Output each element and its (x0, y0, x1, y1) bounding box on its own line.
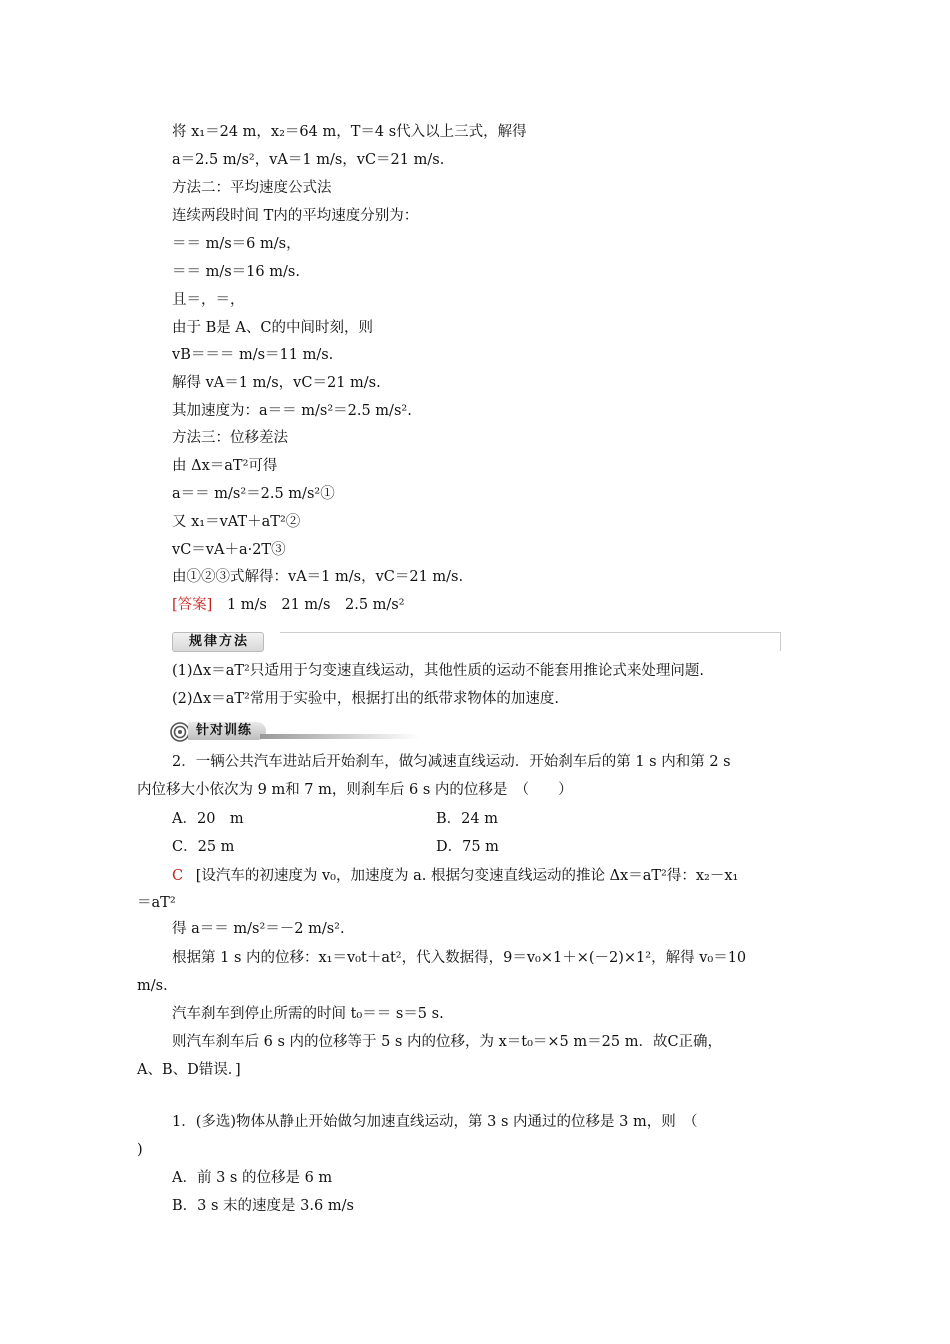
solution-line: m/s. (137, 978, 168, 994)
option-b: B．24 m (436, 811, 498, 827)
text-line: vC＝vA＋a·2T③ (172, 542, 286, 558)
answer-text: 1 m/s 21 m/s 2.5 m/s² (226, 597, 405, 613)
solution-line: 则汽车刹车后 6 s 内的位移等于 5 s 内的位移，为 x＝t₀＝×5 m＝25 m．故C正确， (172, 1034, 723, 1050)
text-line: 由 Δx＝aT²可得 (172, 458, 278, 474)
text-line: 解得 vA＝1 m/s，vC＝21 m/s. (172, 375, 381, 391)
text-line: a＝＝ m/s²＝2.5 m/s²① (172, 486, 335, 502)
solution-line: 汽车刹车到停止所需的时间 t₀＝＝ s＝5 s. (172, 1006, 444, 1022)
text-line: 其加速度为：a＝＝ m/s²＝2.5 m/s². (172, 403, 412, 419)
question-line: ) (137, 1142, 143, 1158)
text-line: 由①②③式解得：vA＝1 m/s，vC＝21 m/s. (172, 569, 464, 585)
practice-header (170, 722, 430, 742)
option-b: B．3 s 末的速度是 3.6 m/s (172, 1198, 354, 1214)
option-a: A．20 m (172, 811, 244, 827)
answer-line (172, 595, 405, 615)
text-line: 且＝，＝， (172, 292, 245, 308)
practice-header-bar (260, 734, 420, 739)
solution-text: [设汽车的初速度为 v₀，加速度为 a. 根据匀变速直线运动的推论 Δx＝aT²得：x₂－x₁ (195, 868, 739, 884)
rules-header-label: 规律方法 (172, 632, 264, 652)
solution-answer-letter: C (172, 868, 184, 884)
text-line: ＝＝ m/s＝6 m/s， (172, 236, 301, 252)
text-line: 又 x₁＝vAT＋aT²② (172, 514, 301, 530)
question-line: 2．一辆公共汽车进站后开始刹车，做匀减速直线运动．开始刹车后的第 1 s 内和第 2 s (172, 754, 731, 770)
text-line: ＝＝ m/s＝16 m/s. (172, 264, 300, 280)
solution-line: A、B、D错误．] (137, 1062, 241, 1078)
solution-line: 得 a＝＝ m/s²＝－2 m/s². (172, 921, 345, 937)
solution-line (172, 866, 738, 886)
text-line: a＝2.5 m/s²，vA＝1 m/s，vC＝21 m/s. (172, 152, 445, 168)
text-line: 将 x₁＝24 m，x₂＝64 m，T＝4 s代入以上三式，解得 (172, 124, 527, 140)
rules-header-rule (280, 632, 781, 651)
solution-line: 根据第 1 s 内的位移：x₁＝v₀t＋at²，代入数据得，9＝v₀×1＋×(－2)×1²，解得 v₀＝10 (172, 950, 747, 966)
question-line: 内位移大小依次为 9 m和 7 m，则刹车后 6 s 内的位移是 （ ） (137, 782, 573, 798)
option-a: A．前 3 s 的位移是 6 m (172, 1170, 333, 1186)
target-icon (170, 722, 190, 742)
text-line: 连续两段时间 T内的平均速度分别为： (172, 208, 419, 224)
text-line: vB＝＝＝ m/s＝11 m/s. (172, 347, 334, 363)
solution-line: ＝aT² (137, 895, 176, 911)
answer-tag: [答案] (172, 597, 213, 613)
question-line: 1．(多选)物体从静止开始做匀加速直线运动，第 3 s 内通过的位移是 3 m，则 （ (172, 1114, 698, 1130)
option-d: D．75 m (436, 839, 499, 855)
method-heading: 方法二：平均速度公式法 (172, 180, 332, 196)
rule-item: (2)Δx＝aT²常用于实验中，根据打出的纸带求物体的加速度. (172, 691, 559, 707)
option-c: C．25 m (172, 839, 235, 855)
method-heading: 方法三：位移差法 (172, 430, 288, 446)
rule-item: (1)Δx＝aT²只适用于匀变速直线运动，其他性质的运动不能套用推论式来处理问题. (172, 663, 704, 679)
text-line: 由于 B是 A、C的中间时刻，则 (172, 320, 373, 336)
practice-header-label: 针对训练 (188, 722, 266, 740)
rules-header (172, 632, 782, 652)
